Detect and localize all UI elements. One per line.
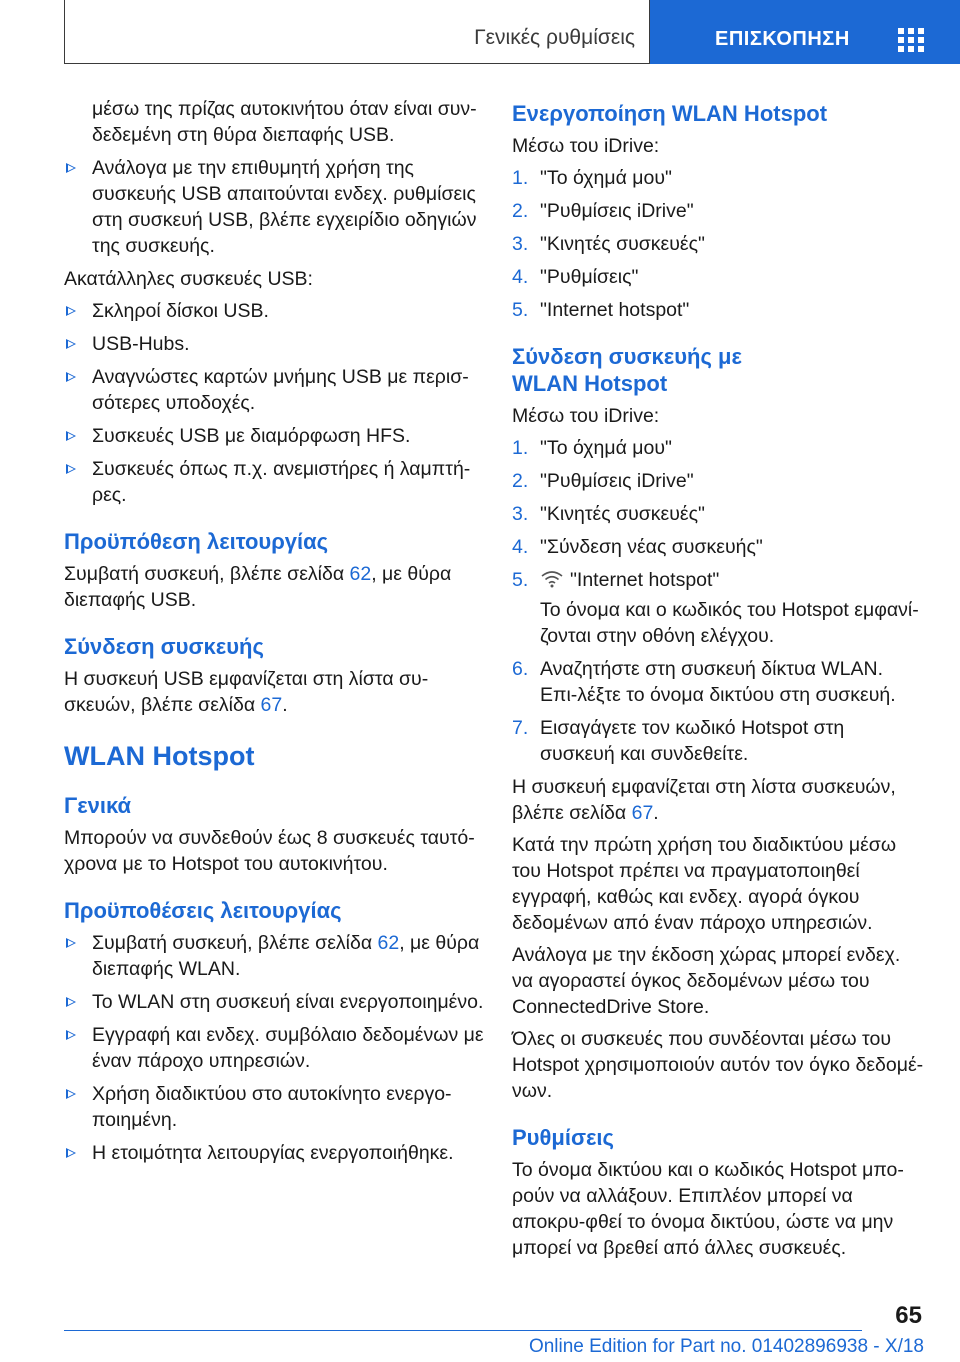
bullet-item bbox=[64, 1022, 484, 1074]
bullet-triangle-icon bbox=[66, 339, 76, 349]
step-text: "Κινητές συσκευές" bbox=[540, 233, 705, 255]
text-part: . bbox=[282, 694, 288, 716]
heading-wlan-hotspot: WLAN Hotspot bbox=[64, 741, 255, 771]
via-idrive-label: Μέσω του iDrive: bbox=[512, 135, 660, 157]
bullet-item bbox=[64, 930, 484, 982]
footer-divider bbox=[64, 1330, 862, 1331]
step-text: "Internet hotspot" bbox=[540, 299, 690, 321]
section-title: Γενικές ρυθμίσεις bbox=[474, 26, 635, 49]
settings-text: Το όνομα δικτύου και ο κωδικός Hotspot μπο‐ρούν να αλλάξουν. Επιπλέον μπορεί να αποκρυ‐φθεί το όνομα δικτύου, ώστε να μην μπορεί να βρεθεί από άλλες συσκευές. bbox=[512, 1159, 904, 1259]
step-text: "Κινητές συσκευές" bbox=[540, 503, 705, 525]
step-number: 4. bbox=[512, 536, 529, 558]
text-part: Συμβατή συσκευή, βλέπε σελίδα bbox=[92, 932, 378, 954]
bullet-item bbox=[64, 1140, 484, 1166]
step-item bbox=[512, 468, 924, 494]
text-part: , με θύρα διεπαφής WLAN. bbox=[92, 932, 480, 980]
prerequisite-text bbox=[64, 561, 484, 613]
bullet-item bbox=[64, 423, 484, 449]
text-part: , με θύρα διεπαφής USB. bbox=[64, 563, 452, 611]
bullet-text: Ανάλογα με την επιθυμητή χρήση της συσκευής USB απαιτούνται ενδεχ. ρυθμίσεις στη συσκευή USB, βλέπε εγχειρίδιο οδηγιών της συσκευής. bbox=[92, 157, 477, 257]
header-section-box bbox=[64, 0, 650, 64]
right-column bbox=[512, 100, 924, 1267]
step-item bbox=[512, 165, 924, 191]
bullet-text: Σκληροί δίσκοι USB. bbox=[92, 300, 269, 322]
wifi-icon bbox=[540, 570, 564, 588]
bullet-triangle-icon bbox=[66, 464, 76, 474]
page-link[interactable]: 67 bbox=[631, 802, 654, 824]
overview-tab-label: ΕΠΙΣΚΟΠΗΣΗ bbox=[715, 28, 850, 50]
step-item bbox=[512, 435, 924, 461]
step-number: 3. bbox=[512, 503, 529, 525]
bullet-triangle-icon bbox=[66, 372, 76, 382]
step-number: 6. bbox=[512, 658, 529, 680]
bullet-triangle-icon bbox=[66, 431, 76, 441]
bullet-item bbox=[64, 364, 484, 416]
bullet-text: USB-Hubs. bbox=[92, 333, 190, 355]
step-text: Εισαγάγετε τον κωδικό Hotspot στη συσκευή και συνδεθείτε. bbox=[540, 717, 845, 765]
bullet-triangle-icon bbox=[66, 1148, 76, 1158]
step-item bbox=[512, 656, 924, 708]
overview-tab[interactable] bbox=[650, 0, 960, 64]
text-part: Η συσκευή USB εμφανίζεται στη λίστα συ‐σκευών, βλέπε σελίδα bbox=[64, 668, 429, 716]
step-text: Αναζητήστε στη συσκευή δίκτυα WLAN. Επι‐λέξτε το όνομα δικτύου στη συσκευή. bbox=[540, 658, 896, 706]
step-item bbox=[512, 198, 924, 224]
data-volume-text: Όλες οι συσκευές που συνδέονται μέσω του Hotspot χρησιμοποιούν αυτόν τον όγκο δεδομέ‐νων. bbox=[512, 1028, 924, 1102]
edition-footer: Online Edition for Part no. 01402896938 - X/18 bbox=[528, 1336, 924, 1357]
text-part: Συμβατή συσκευή, βλέπε σελίδα bbox=[64, 563, 350, 585]
text-part: Η συσκευή εμφανίζεται στη λίστα συσκευών, βλέπε σελίδα bbox=[512, 776, 896, 824]
bullet-item bbox=[64, 1081, 484, 1133]
step-item bbox=[512, 534, 924, 560]
text-part: . bbox=[653, 802, 659, 824]
left-column bbox=[64, 96, 484, 1173]
step-item bbox=[512, 231, 924, 257]
bullet-item bbox=[64, 298, 484, 324]
bullet-text: Η ετοιμότητα λειτουργίας ενεργοποιήθηκε. bbox=[92, 1142, 454, 1164]
bullet-item bbox=[64, 155, 484, 259]
step-item bbox=[512, 264, 924, 290]
step-text: "Το όχημά μου" bbox=[540, 167, 672, 189]
page-header bbox=[0, 0, 960, 66]
step-text: "Internet hotspot" bbox=[570, 569, 720, 591]
step-number: 7. bbox=[512, 717, 529, 739]
step-item bbox=[512, 715, 924, 767]
step-item bbox=[512, 297, 924, 323]
step-item bbox=[512, 501, 924, 527]
step-number: 2. bbox=[512, 470, 529, 492]
intro-continued: μέσω της πρίζας αυτοκινήτου όταν είναι συν‐δεδεμένη στη θύρα διεπαφής USB. bbox=[92, 98, 477, 146]
page-link[interactable]: 67 bbox=[260, 694, 283, 716]
bullet-text: Χρήση διαδικτύου στο αυτοκίνητο ενεργο‐ποιημένη. bbox=[92, 1083, 452, 1131]
heading-settings: Ρυθμίσεις bbox=[512, 1125, 614, 1150]
grid-menu-icon bbox=[898, 28, 924, 52]
first-use-text: Κατά την πρώτη χρήση του διαδικτύου μέσω του Hotspot πρέπει να πραγματοποιηθεί εγγραφή, καθώς και ενδεχ. αγορά όγκου δεδομένων από έναν πάροχο υπηρεσιών. bbox=[512, 834, 897, 934]
bullet-triangle-icon bbox=[66, 1089, 76, 1099]
bullet-text: Εγγραφή και ενδεχ. συμβόλαιο δεδομένων με έναν πάροχο υπηρεσιών. bbox=[92, 1024, 484, 1072]
heading-activate-hotspot: Ενεργοποίηση WLAN Hotspot bbox=[512, 101, 828, 126]
step-text: "Ρυθμίσεις iDrive" bbox=[540, 200, 694, 222]
heading-line: WLAN Hotspot bbox=[512, 371, 668, 396]
bullet-text: Αναγνώστες καρτών μνήμης USB με περισ‐σότερες υποδοχές. bbox=[92, 366, 469, 414]
step-number: 1. bbox=[512, 167, 529, 189]
country-version-text: Ανάλογα με την έκδοση χώρας μπορεί ενδεχ. να αγοραστεί όγκος δεδομένων μέσω του ConnectedDrive Store. bbox=[512, 944, 901, 1018]
page-number: 65 bbox=[895, 1302, 922, 1329]
step-number: 2. bbox=[512, 200, 529, 222]
bullet-triangle-icon bbox=[66, 1030, 76, 1040]
step-text: "Ρυθμίσεις" bbox=[540, 266, 639, 288]
heading-prerequisite: Προϋπόθεση λειτουργίας bbox=[64, 529, 329, 554]
step-number: 4. bbox=[512, 266, 529, 288]
bullet-triangle-icon bbox=[66, 306, 76, 316]
step-text: "Ρυθμίσεις iDrive" bbox=[540, 470, 694, 492]
general-text: Μπορούν να συνδεθούν έως 8 συσκευές ταυτό‐χρονα με το Hotspot του αυτοκινήτου. bbox=[64, 827, 475, 875]
bullet-triangle-icon bbox=[66, 997, 76, 1007]
bullet-text: Το WLAN στη συσκευή είναι ενεργοποιημένο. bbox=[92, 991, 484, 1013]
bullet-text: Συσκευές USB με διαμόρφωση HFS. bbox=[92, 425, 411, 447]
bullet-triangle-icon bbox=[66, 938, 76, 948]
via-idrive-label: Μέσω του iDrive: bbox=[512, 405, 660, 427]
bullet-item bbox=[64, 456, 484, 508]
step-number: 1. bbox=[512, 437, 529, 459]
bullet-item bbox=[64, 989, 484, 1015]
step-number: 3. bbox=[512, 233, 529, 255]
step-item bbox=[512, 567, 924, 593]
heading-connect-hotspot bbox=[512, 343, 924, 397]
heading-prerequisites: Προϋποθέσεις λειτουργίας bbox=[64, 898, 342, 923]
unsuitable-label: Ακατάλληλες συσκευές USB: bbox=[64, 268, 313, 290]
bullet-triangle-icon bbox=[66, 163, 76, 173]
step-text: "Το όχημά μου" bbox=[540, 437, 672, 459]
step-number: 5. bbox=[512, 569, 529, 591]
step-text: "Σύνδεση νέας συσκευής" bbox=[540, 536, 763, 558]
step-note: Το όνομα και ο κωδικός του Hotspot εμφανί‐ζονται στην οθόνη ελέγχου. bbox=[540, 599, 919, 647]
heading-connect-device: Σύνδεση συσκευής bbox=[64, 634, 264, 659]
heading-line: Σύνδεση συσκευής με bbox=[512, 344, 742, 369]
step-number: 5. bbox=[512, 299, 529, 321]
heading-general: Γενικά bbox=[64, 793, 132, 818]
connect-text bbox=[64, 666, 484, 718]
bullet-text: Συσκευές όπως π.χ. ανεμιστήρες ή λαμπτή‐ρες. bbox=[92, 458, 471, 506]
page-link[interactable]: 62 bbox=[349, 563, 372, 585]
bullet-item bbox=[64, 331, 484, 357]
device-list-text bbox=[512, 774, 924, 826]
page-link[interactable]: 62 bbox=[377, 932, 400, 954]
